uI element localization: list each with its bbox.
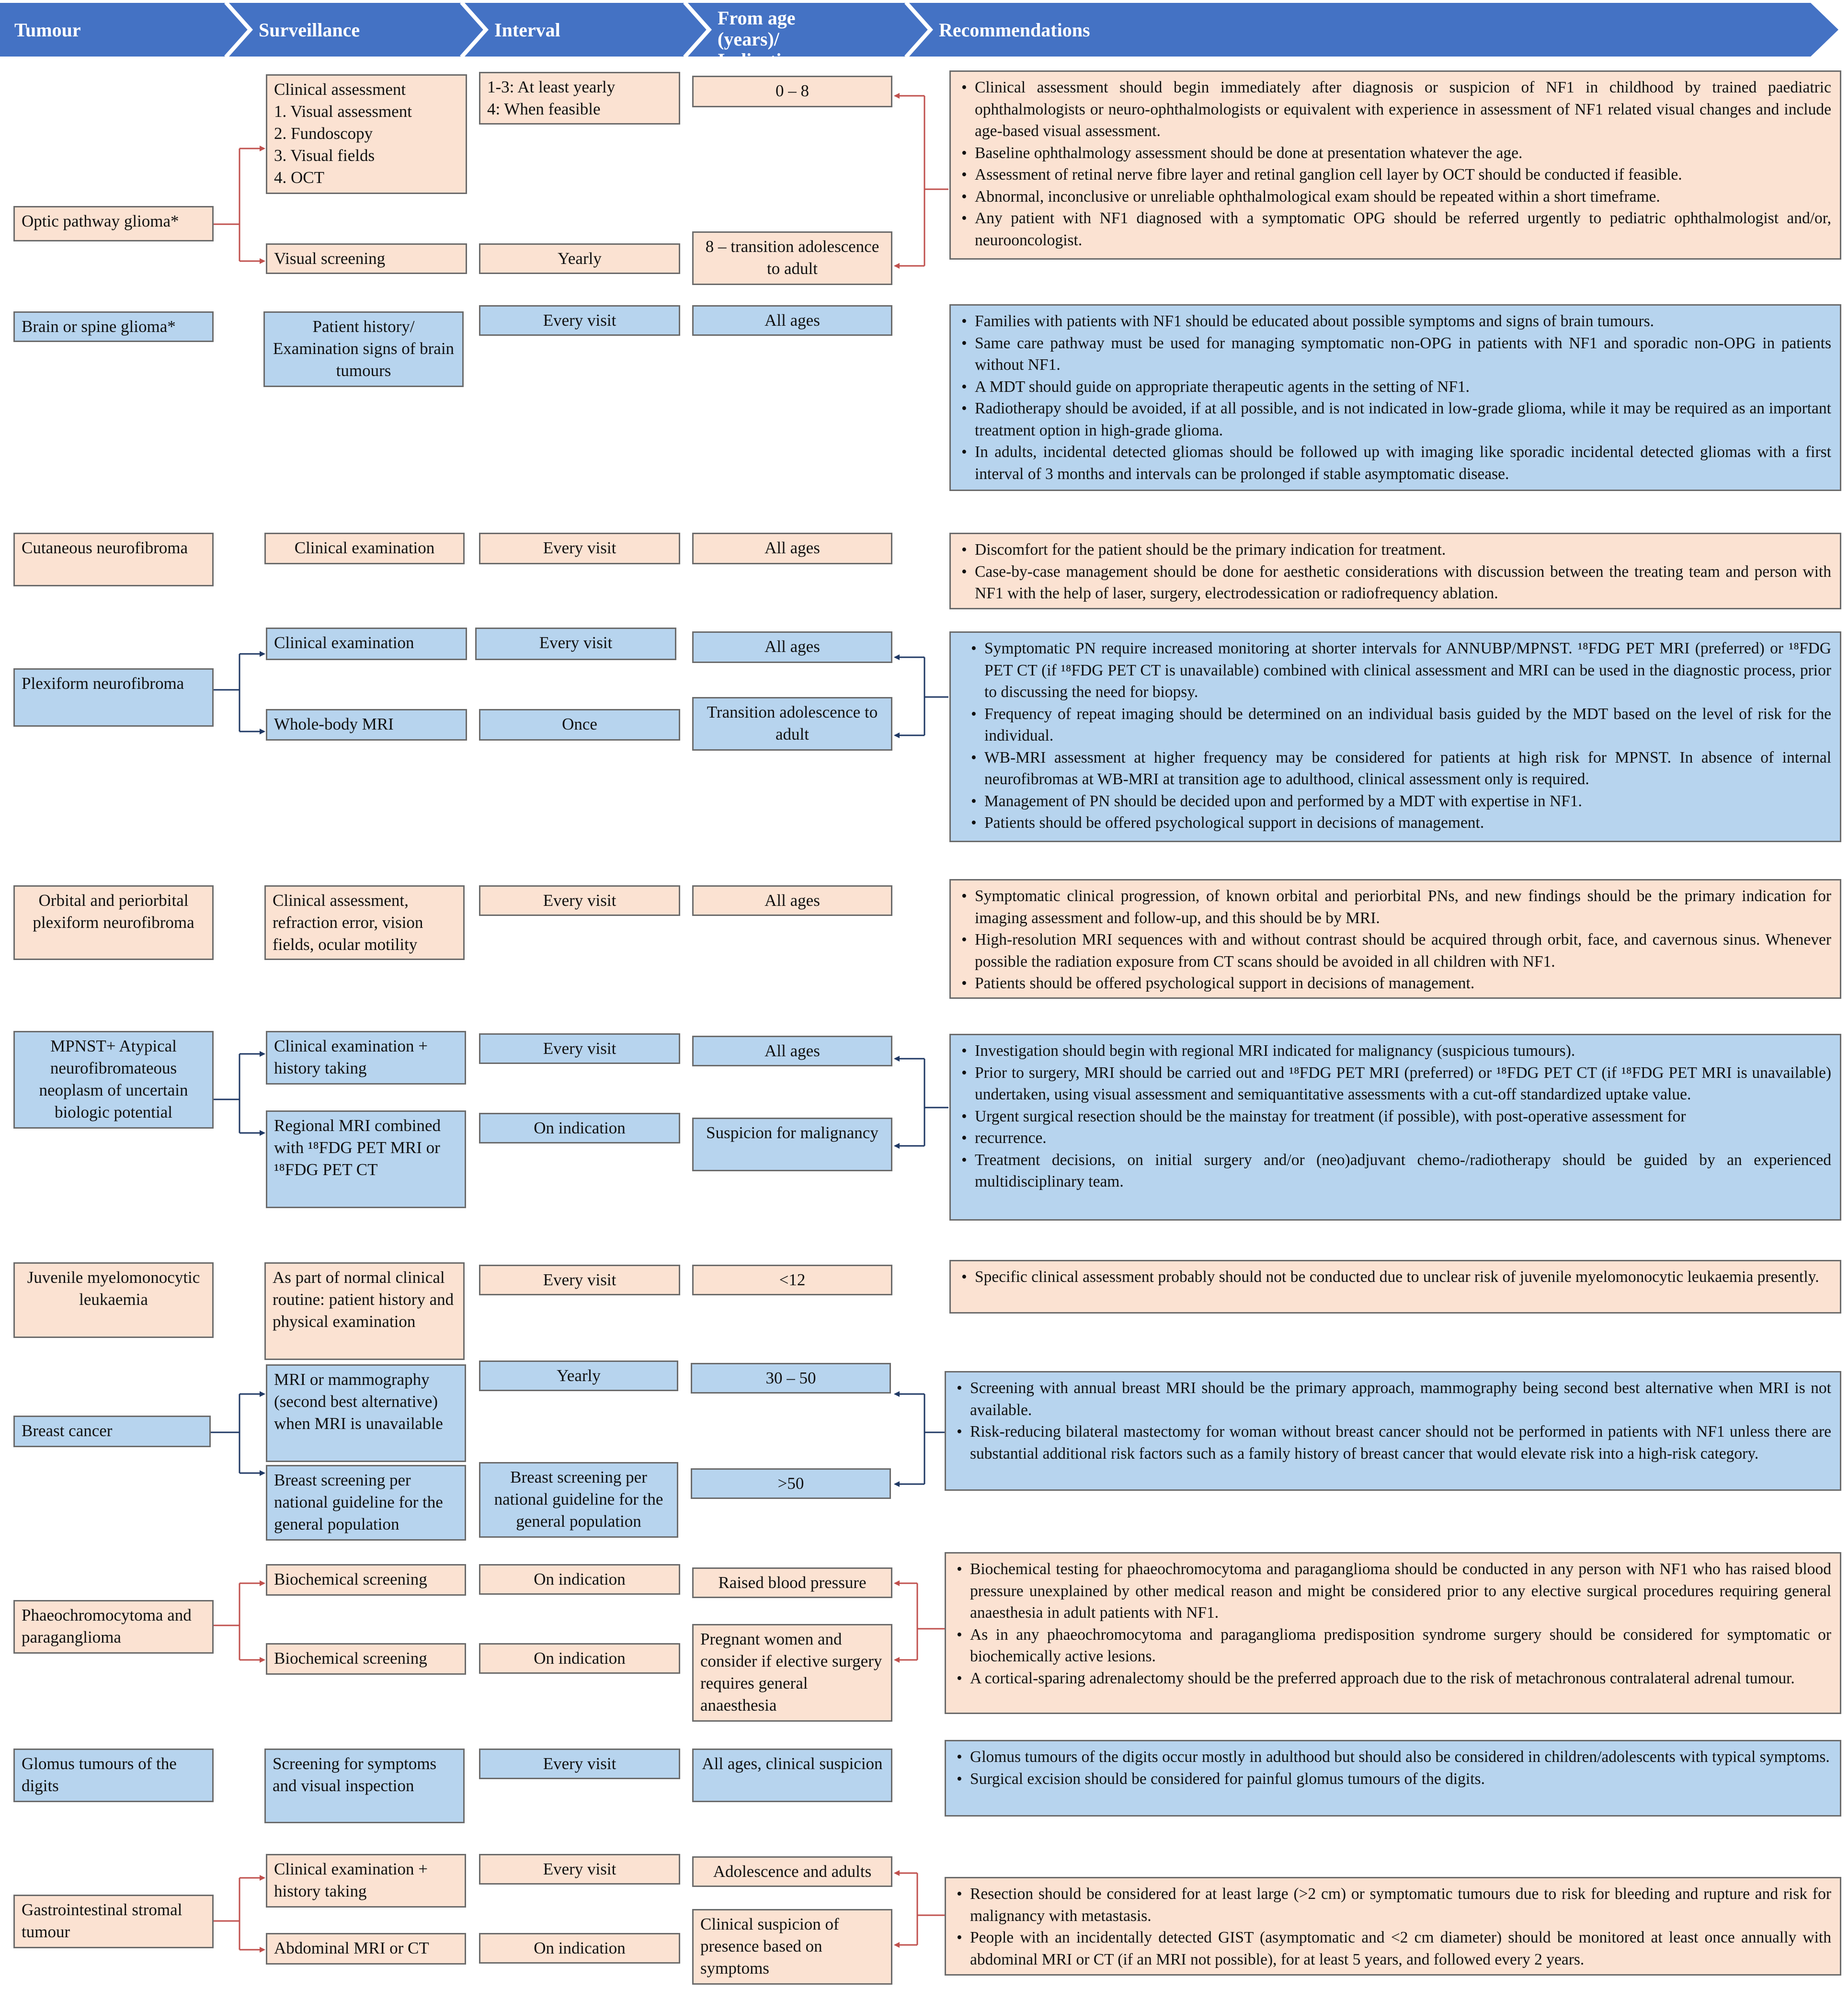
age-opg-8-adult [692,231,892,285]
recommendation-item: • Assessment of retinal nerve fibre layer and retinal ganglion cell layer by OCT should be conducted if feasible. [975,164,1831,186]
tumour-label: Gastrointestinal stromal tumour [22,1900,183,1941]
surveillance-label: Screening for symptoms and visual inspection [273,1754,437,1795]
recommendations-breast [945,1371,1841,1491]
interval-mpnst [479,1033,680,1064]
age-plexiform [692,631,892,663]
surveillance-label: Visual screening [274,249,386,268]
recommendation-item: • WB-MRI assessment at higher frequency may be considered for patients at high risk for MPNST. In absence of internal neurofibromas at WB-MRI at transition age to adulthood, clinical assessment only is required. [984,747,1831,790]
recommendation-item: • Prior to surgery, MRI should be carried out and ¹⁸FDG PET MRI (preferred) or ¹⁸FDG PET CT (if ¹⁸FDG PET MRI is unavailable) undertaken, using visual assessment and semiquantitative assessments with a cut-off standardized uptake value. [975,1062,1831,1106]
interval-brain [479,305,680,336]
age-cutaneous [692,533,892,564]
surveillance-clinical-assessment [266,74,467,194]
recommendation-item: • Investigation should begin with regional MRI indicated for malignancy (suspicious tumours). [975,1040,1831,1062]
recommendation-item: • People with an incidentally detected GIST (asymptomatic and <2 cm diameter) should be monitored at least once annually with abdominal MRI or CT (if an MRI not possible), for at least 5 years, and followed every 2 years. [970,1927,1831,1970]
tumour-label: Breast cancer [22,1421,113,1440]
recommendation-item: • Baseline ophthalmology assessment should be done at presentation whatever the age. [975,142,1831,164]
recommendation-item: • Glomus tumours of the digits occur mostly in adulthood but should also be considered in children/adolescents with typical symptoms. [970,1746,1831,1768]
age-brain [692,305,892,336]
surveillance-line: 4. OCT [274,168,324,187]
interval-label: On indication [534,1649,626,1668]
recommendations-brain [949,304,1841,491]
recommendation-item: • A MDT should guide on appropriate therapeutic agents in the setting of NF1. [975,376,1831,398]
age-label: All ages, clinical suspicion [702,1754,883,1773]
surveillance-visual-screening [266,243,467,274]
interval-plexiform [475,628,676,660]
age-mpnst [692,1036,892,1066]
interval-breast-national [479,1462,678,1538]
surveillance-label: Abdominal MRI or CT [274,1939,429,1957]
surveillance-breast-national [266,1465,466,1541]
recommendation-item: • Same care pathway must be used for managing symptomatic non-OPG in patients with NF1 and sporadic non-OPG in patients without NF1. [975,332,1831,376]
recommendation-item: • Resection should be considered for at least large (>2 cm) or symptomatic tumours due to risk for bleeding and rupture and risk for malignancy with metastasis. [970,1883,1831,1927]
interval-label: Yearly [557,1366,601,1385]
interval-label: On indication [534,1119,626,1137]
recommendation-item: • High-resolution MRI sequences with and without contrast should be acquired through orbit, face, and cavernous sinus. Whenever possible the radiation exposure from CT scans should be avoided in all children with NF1. [975,929,1831,972]
interval-label: Breast screening per national guideline for the general population [494,1468,663,1531]
recommendations-jmml [949,1260,1841,1314]
surveillance-label: As part of normal clinical routine: patient history and physical examination [273,1268,454,1331]
recommendation-item: • In adults, incidental detected gliomas should be followed up with imaging like sporadic incidental detected gliomas with a first interval of 3 months and intervals can be prolonged if stable asymptomatic disease. [975,441,1831,485]
age-breast-over-50 [691,1468,891,1499]
surveillance-label: Clinical examination [294,538,435,557]
interval-label: Once [562,715,597,733]
age-label: >50 [777,1474,804,1493]
recommendation-item: • Abnormal, inconclusive or unreliable ophthalmological exam should be repeated within a short timeframe. [975,186,1831,208]
surveillance-label: Breast screening per national guideline for the general population [274,1471,443,1533]
age-mpnst-suspicion [692,1118,892,1171]
interval-pheo-2 [479,1643,680,1674]
age-label: All ages [764,1041,820,1060]
recommendation-item: • Screening with annual breast MRI should be the primary approach, mammography being second best alternative when MRI is not available. [970,1377,1831,1421]
recommendation-item: • Patients should be offered psychological support in decisions of management. [975,972,1831,994]
interval-label: Every visit [543,538,616,557]
interval-line: 4: When feasible [487,100,601,118]
tumour-phaeochromocytoma [13,1600,214,1654]
tumour-label: MPNST+ Atypical neurofibromateous neoplasm of uncertain biologic potential [39,1037,188,1121]
interval-label: Every visit [543,891,616,910]
surveillance-label: MRI or mammography (second best alternative) when MRI is unavailable [274,1370,443,1433]
header-tumour: Tumour [14,19,81,41]
surveillance-label: Clinical examination [274,633,414,652]
tumour-label: Phaeochromocytoma and paraganglioma [22,1606,192,1646]
surveillance-pheo-biochemical-2 [266,1643,466,1675]
surveillance-regional-mri [266,1110,466,1208]
interval-label: On indication [534,1570,626,1589]
recommendation-item: • Radiotherapy should be avoided, if at all possible, and is not indicated in low-grade glioma, while it may be required as an important treatment option in high-grade glioma. [975,398,1831,441]
surveillance-whole-body-mri [266,709,467,741]
recommendation-item: • Frequency of repeat imaging should be determined on an individual basis guided by the MDT based on the level of risk for the individual. [984,703,1831,747]
tumour-label: Brain or spine glioma* [22,317,176,336]
age-gist-suspicion [692,1909,892,1985]
interval-breast-yearly [479,1360,678,1391]
interval-label: Yearly [558,249,602,268]
interval-gist [479,1854,680,1885]
tumour-cutaneous-neurofibroma [13,533,214,586]
tumour-plexiform-neurofibroma [13,668,214,727]
surveillance-breast-mri [266,1364,466,1462]
header-interval: Interval [494,19,560,41]
age-label: Transition adolescence to adult [707,703,878,743]
interval-gist-indication [479,1933,680,1964]
surveillance-orbital [264,885,465,960]
recommendations-plexiform [949,631,1841,842]
recommendation-item: • Discomfort for the patient should be the primary indication for treatment. [975,539,1831,561]
surveillance-line: 1. Visual assessment [274,102,412,121]
age-label: Pregnant women and consider if elective surgery requires general anaesthesia [700,1630,882,1715]
recommendation-item: • Clinical assessment should begin immediately after diagnosis or suspicion of NF1 in childhood by trained paediatric ophthalmologists or neuro-ophthalmologists or equivalent with experience in assessment of NF1 related visual changes and include age-based visual assessment. [975,77,1831,142]
surveillance-jmml [264,1262,465,1360]
interval-plexiform-once [479,709,680,741]
age-opg-0-8 [692,76,892,107]
interval-label: Every visit [539,633,613,652]
surveillance-label: Clinical assessment, refraction error, vision fields, ocular motility [273,891,423,954]
tumour-brain-spine-glioma [13,311,214,342]
recommendations-pheo [945,1552,1841,1714]
surveillance-label: Regional MRI combined with ¹⁸FDG PET MRI or ¹⁸FDG PET CT [274,1116,441,1179]
interval-glomus [479,1749,680,1779]
surveillance-line: 3. Visual fields [274,146,375,165]
recommendations-mpnst [949,1034,1841,1221]
recommendation-item: • Urgent surgical resection should be the mainstay for treatment (if possible), with post-operative assessment for [975,1106,1831,1128]
surveillance-gist-mri [266,1933,466,1965]
age-label: Clinical suspicion of presence based on symptoms [700,1915,839,1978]
interval-label: Every visit [543,1754,616,1773]
recommendation-item: • Surgical excision should be considered for painful glomus tumours of the digits. [970,1768,1831,1790]
recommendation-item: • A cortical-sparing adrenalectomy should be the preferred approach due to the risk of metachronous contralateral adrenal tumour. [970,1668,1831,1690]
age-glomus [692,1749,892,1802]
surveillance-mpnst-clinical [266,1031,466,1085]
surveillance-label: Whole-body MRI [274,715,394,733]
recommendations-cutaneous [949,533,1841,609]
recommendation-item: • Risk-reducing bilateral mastectomy for woman without breast cancer should not be performed in patients with NF1 unless there are substantial additional risk factors such as a family history of breast cancer that would elevate risk into a high-risk category. [970,1421,1831,1464]
age-gist-adolescence [692,1856,892,1887]
recommendations-glomus [945,1740,1841,1817]
age-label: All ages [764,311,820,330]
surveillance-label: Biochemical screening [274,1570,427,1589]
tumour-breast-cancer [13,1416,211,1447]
interval-label: Every visit [543,1270,616,1289]
surveillance-label: Clinical examination + history taking [274,1860,428,1900]
age-label: Raised blood pressure [718,1573,867,1592]
surveillance-label: Patient history/ Examination signs of brain tumours [273,317,455,380]
age-jmml [692,1265,892,1295]
interval-opg-yearly [479,243,680,274]
age-pheo-blood-pressure [692,1567,892,1598]
age-label: All ages [764,538,820,557]
surveillance-pheo-biochemical-1 [266,1564,466,1596]
recommendations-orbital [949,879,1841,999]
tumour-optic-pathway-glioma [13,206,214,241]
recommendation-item: • Case-by-case management should be done for aesthetic considerations with discussion between the treating team and person with NF1 with the help of laser, surgery, electrodessication or radiofrequency ablation. [975,561,1831,605]
surveillance-line: 2. Fundoscopy [274,124,373,143]
surveillance-label: Biochemical screening [274,1649,427,1668]
recommendations-gist [945,1877,1841,1976]
interval-cutaneous [479,533,680,564]
recommendation-item: • As in any phaeochromocytoma and paraganglioma predisposition syndrome surgery should be considered for symptomatic or biochemically active lesions. [970,1624,1831,1668]
surveillance-label: Clinical examination + history taking [274,1037,428,1077]
tumour-label: Orbital and periorbital plexiform neurofibroma [33,891,194,932]
age-label: 0 – 8 [776,81,809,100]
recommendation-item: • recurrence. [975,1127,1831,1149]
surveillance-plexiform-clinical [266,628,467,660]
age-pheo-pregnant [692,1624,892,1722]
tumour-label: Optic pathway glioma* [22,212,179,230]
tumour-glomus [13,1749,214,1802]
interval-label: Every visit [543,311,616,330]
surveillance-glomus [264,1749,465,1823]
recommendation-item: • Families with patients with NF1 should be educated about possible symptoms and signs of brain tumours. [975,310,1831,332]
recommendation-item: • Symptomatic PN require increased monitoring at shorter intervals for ANNUBP/MPNST. ¹⁸FDG PET MRI (preferred) or ¹⁸FDG PET CT (if ¹⁸FDG PET CT is unavailable) combined with clinical assessment and MRI can be used in the diagnostic process, prior to discussing the need for biopsy. [984,638,1831,703]
recommendation-item: • Specific clinical assessment probably should not be conducted due to unclear risk of juvenile myelomonocytic leukaemia presently. [975,1266,1831,1288]
recommendations-opg [949,70,1841,260]
tumour-orbital-periorbital-pn [13,885,214,960]
interval-orbital [479,885,680,916]
age-orbital [692,885,892,916]
age-label: 30 – 50 [765,1369,816,1387]
tumour-label: Plexiform neurofibroma [22,674,184,693]
age-label: All ages [764,891,820,910]
age-label: Adolescence and adults [713,1862,872,1881]
header-recommendations: Recommendations [939,19,1090,41]
tumour-gist [13,1895,214,1948]
interval-label: Every visit [543,1860,616,1878]
age-label: 8 – transition adolescence to adult [705,237,879,278]
recommendation-item: • Biochemical testing for phaeochromocytoma and paraganglioma should be conducted in any person with NF1 who has raised blood pressure unexplained by other medical reason and might be considered prior to any elective surgical procedures requiring general anaesthesia in adult patients with NF1. [970,1558,1831,1624]
recommendation-item: • Treatment decisions, on initial surgery and/or (neo)adjuvant chemo-/radiotherapy should be guided by an experienced multidisciplinary team. [975,1149,1831,1193]
header-surveillance: Surveillance [259,19,360,41]
interval-label: Every visit [543,1039,616,1058]
surveillance-cutaneous [264,533,465,564]
header-age-indication: From age (years)/ Indication [718,7,802,71]
tumour-mpnst [13,1031,214,1129]
tumour-label: Glomus tumours of the digits [22,1754,177,1795]
tumour-label: Juvenile myelomonocytic leukaemia [27,1268,200,1309]
interval-opg [479,72,680,125]
tumour-jmml [13,1262,214,1338]
recommendation-item: • Patients should be offered psychological support in decisions of management. [984,812,1831,834]
age-breast-30-50 [691,1363,891,1394]
recommendation-item: • Management of PN should be decided upon and performed by a MDT with expertise in NF1. [984,790,1831,812]
interval-mpnst-indication [479,1113,680,1143]
recommendation-item: • Any patient with NF1 diagnosed with a symptomatic OPG should be referred urgently to pediatric ophthalmologist and/or, neurooncologist. [975,207,1831,251]
age-label: <12 [779,1270,806,1289]
age-label: All ages [764,637,820,656]
interval-pheo-1 [479,1564,680,1595]
surveillance-line: Clinical assessment [274,80,406,99]
tumour-label: Cutaneous neurofibroma [22,538,188,557]
interval-label: On indication [534,1939,626,1957]
surveillance-patient-history [263,311,464,387]
age-label: Suspicion for malignancy [706,1123,878,1142]
recommendation-item: • Symptomatic clinical progression, of known orbital and periorbital PNs, and new findings should be the primary indication for imaging assessment and follow-up, and this should be by MRI. [975,885,1831,929]
interval-line: 1-3: At least yearly [487,78,616,96]
age-plexiform-transition [692,697,892,751]
surveillance-gist-clinical [266,1854,466,1908]
interval-jmml [479,1265,680,1295]
